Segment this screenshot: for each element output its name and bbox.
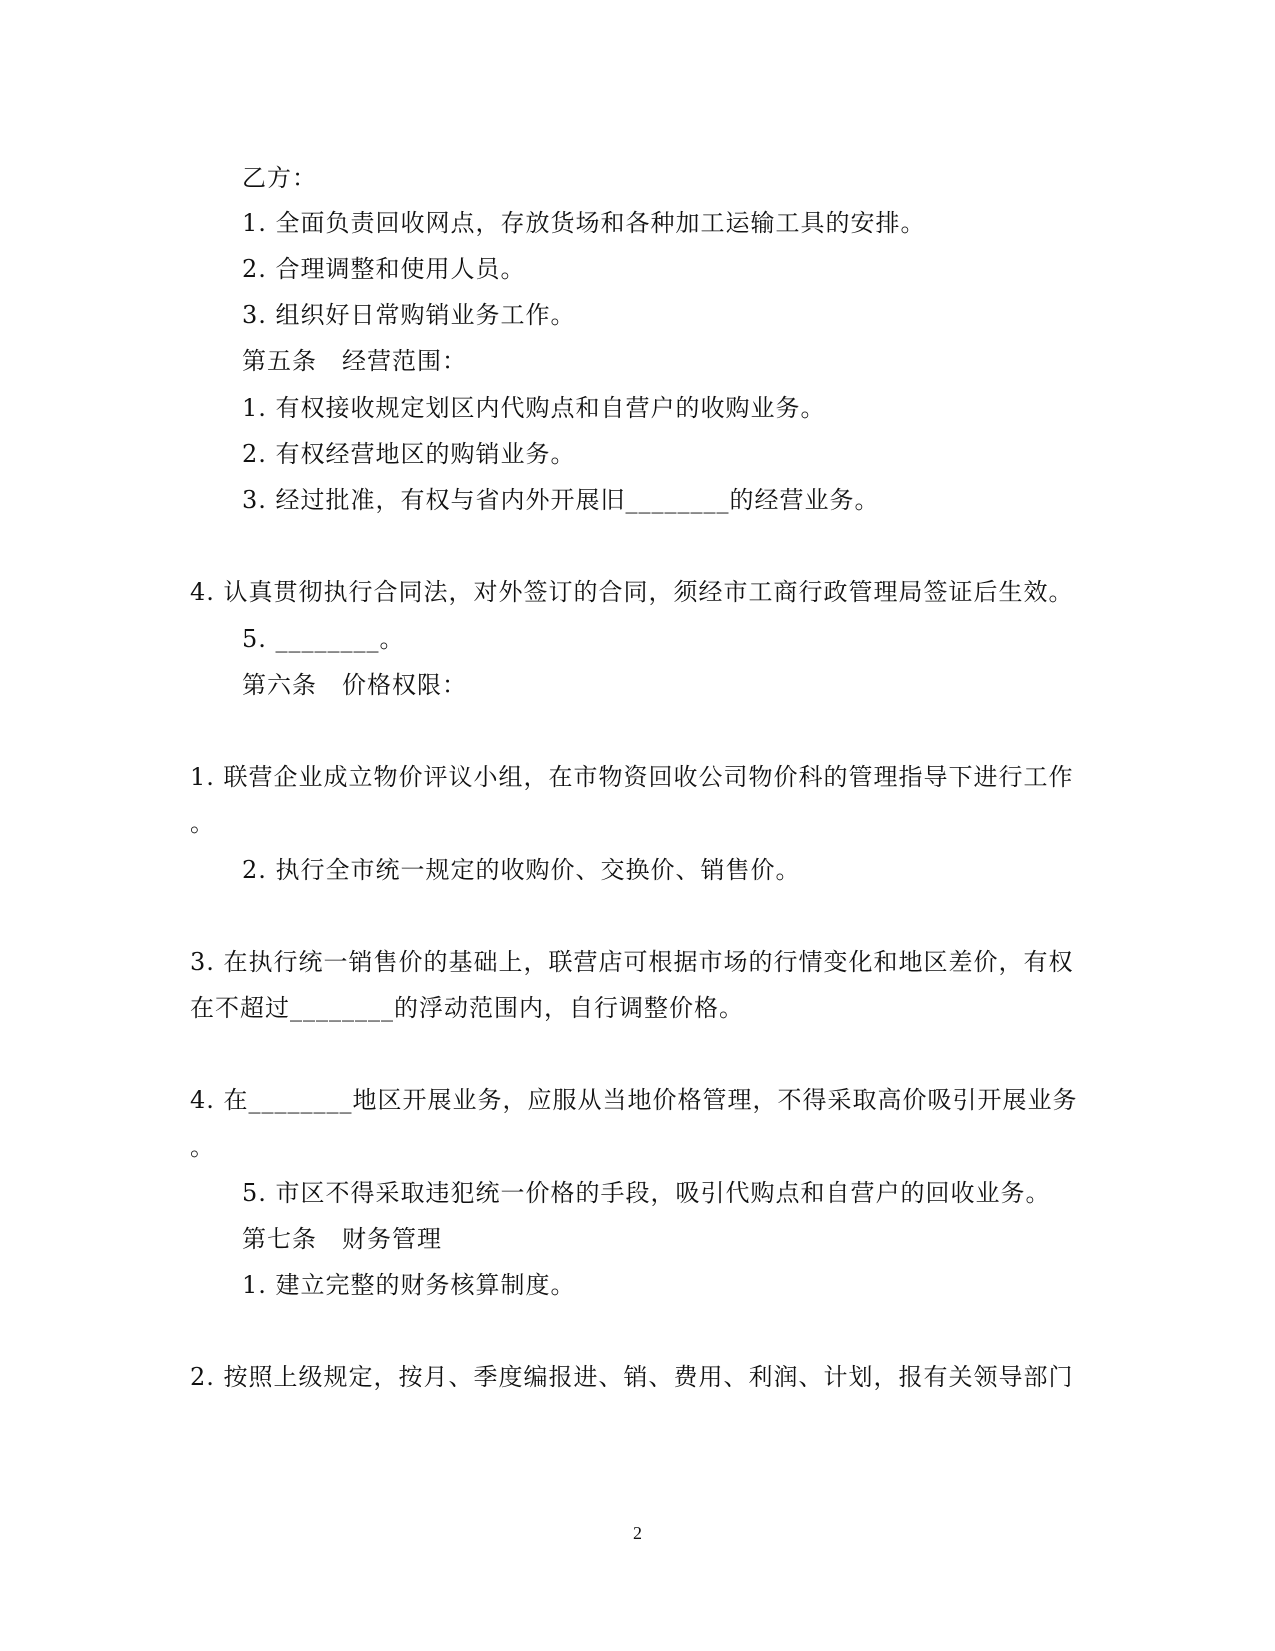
article-6-item-3: 3. 在执行统一销售价的基础上，联营店可根据市场的行情变化和地区差价，有权 (190, 948, 1074, 976)
article-6-item-4: 4. 在________地区开展业务，应服从当地价格管理，不得采取高价吸引开展业务 (190, 1086, 1078, 1114)
article-7-item-1: 1. 建立完整的财务核算制度。 (242, 1271, 576, 1299)
article-7-item-2: 2. 按照上级规定，按月、季度编报进、销、费用、利润、计划，报有关领导部门 (190, 1363, 1074, 1391)
article-5-item-5: 5. ________。 (242, 625, 405, 653)
page-number: 2 (633, 1523, 642, 1543)
article-6-item-5: 5. 市区不得采取违犯统一价格的手段，吸引代购点和自营户的回收业务。 (242, 1179, 1051, 1207)
article-6-item-1: 1. 联营企业成立物价评议小组，在市物资回收公司物价科的管理指导下进行工作 (190, 763, 1074, 791)
article-5-item-2: 2. 有权经营地区的购销业务。 (242, 440, 576, 468)
article-6-item-2: 2. 执行全市统一规定的收购价、交换价、销售价。 (242, 856, 801, 884)
party-b-item-2: 2. 合理调整和使用人员。 (242, 255, 526, 283)
article-6-heading: 第六条 价格权限： (242, 671, 467, 699)
party-b-heading: 乙方： (242, 164, 317, 192)
article-5-item-4: 4. 认真贯彻执行合同法，对外签订的合同，须经市工商行政管理局签证后生效。 (190, 578, 1074, 606)
party-b-item-3: 3. 组织好日常购销业务工作。 (242, 301, 576, 329)
article-6-item-1-continued: 。 (190, 809, 215, 837)
article-5-item-3: 3. 经过批准，有权与省内外开展旧________的经营业务。 (242, 486, 880, 514)
article-7-heading: 第七条 财务管理 (242, 1225, 442, 1253)
article-6-item-4-continued: 。 (190, 1133, 215, 1161)
article-5-item-1: 1. 有权接收规定划区内代购点和自营户的收购业务。 (242, 394, 826, 422)
party-b-item-1: 1. 全面负责回收网点，存放货场和各种加工运输工具的安排。 (242, 209, 926, 237)
article-6-item-3-continued: 在不超过________的浮动范围内，自行调整价格。 (190, 994, 744, 1022)
article-5-heading: 第五条 经营范围： (242, 347, 467, 375)
